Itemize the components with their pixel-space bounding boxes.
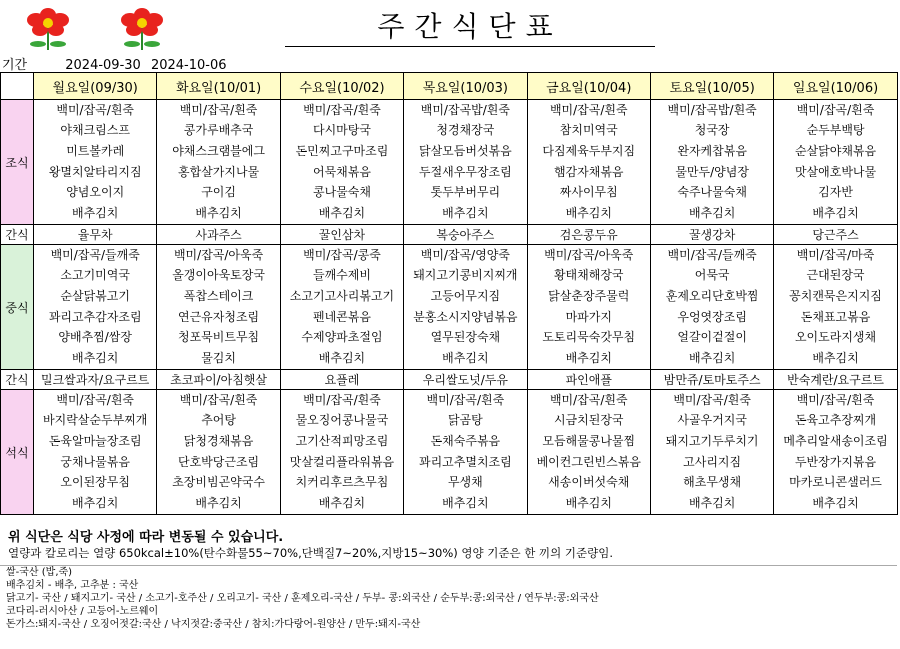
row-label: 중식: [1, 245, 34, 370]
menu-item: 배추김치: [72, 351, 119, 366]
breakfast-cell: [34, 100, 157, 225]
menu-item: 오이된장무침: [60, 475, 130, 490]
menu-item: 배추김치: [442, 206, 489, 221]
menu-item: 왕멸치알타리지짐: [48, 164, 142, 179]
menu-item: 닭살춘장주물럭: [548, 289, 630, 304]
snack2-cell: 반숙계란/요구르트: [774, 370, 897, 390]
menu-item: 고등어무지짐: [430, 289, 501, 304]
menu-item: 백미/잡곡/흰죽: [303, 102, 381, 117]
lunch-cell: [650, 245, 773, 370]
snack2-cell: 파인애플: [527, 370, 650, 390]
period-label: 기간: [2, 58, 28, 73]
menu-item: 두절새우무장조림: [418, 164, 512, 179]
dinner-cell: [34, 390, 157, 515]
snack1-cell: 꿀생강차: [650, 225, 773, 245]
menu-item: 오이도라지생채: [794, 330, 877, 345]
menu-item: 맛살애호박나물: [794, 164, 877, 179]
day-header-row: [1, 73, 898, 100]
menu-item: 미트볼카레: [66, 144, 125, 159]
menu-item: 김자반: [818, 185, 853, 200]
dinner-cell: [774, 390, 897, 515]
menu-item: 배추김치: [442, 351, 489, 366]
menu-item: 물오징어콩나물국: [295, 413, 389, 428]
period-start: 2024-09-30: [65, 58, 141, 73]
menu-item: 닭곰탕: [447, 413, 483, 428]
menu-item: 백미/잡곡/마죽: [796, 247, 875, 262]
menu-item: 백미/잡곡/들깨죽: [50, 247, 140, 262]
menu-item: 참치미역국: [559, 123, 618, 138]
menu-item: 백미/잡곡밥/흰죽: [420, 102, 510, 117]
menu-item: 수제양파초절임: [301, 330, 383, 345]
menu-item: 배추김치: [318, 496, 366, 511]
origin-line: 배추김치 - 배추, 고추분 : 국산: [6, 580, 139, 591]
menu-item: 배추김치: [72, 206, 119, 221]
nutrition-text: 열량과 칼로리는 열량 650kcal±10%(탄수화물55~70%,단백질7~20%,지방15~30%) 영양 기준은 한 끼의 기준량임.: [8, 546, 613, 560]
menu-item: 배추김치: [318, 351, 366, 366]
menu-item: 배추김치: [688, 206, 736, 221]
menu-item: 어묵채볶음: [312, 164, 371, 179]
menu-item: 콩나물숙채: [312, 185, 371, 200]
row-label: 간식: [1, 225, 34, 245]
menu-item: 돼지고기두루치기: [665, 434, 759, 449]
menu-table: [0, 72, 898, 515]
menu-item: 백미/잡곡/흰죽: [549, 102, 628, 117]
snack1-cell: 검은콩두유: [527, 225, 650, 245]
menu-item: 연근유자청조림: [178, 309, 260, 324]
day-header: 수요일(10/02): [280, 73, 403, 100]
menu-item: 돼지고기콩비지찌개: [413, 268, 518, 283]
menu-item: 배추김치: [72, 496, 119, 511]
lunch-cell: [280, 245, 403, 370]
menu-item: 배추김치: [812, 351, 859, 366]
dinner-cell: [280, 390, 403, 515]
menu-item: 새송이버섯숙채: [548, 475, 630, 490]
menu-item: 치커리후르츠무침: [295, 475, 389, 490]
menu-item: 야채스크램블에그: [172, 144, 265, 159]
origin-line: 코다리-러시아산 / 고등어-노르웨이: [6, 606, 159, 617]
menu-item: 다짐제육두부지짐: [542, 144, 636, 159]
menu-item: 배추김치: [565, 496, 612, 511]
menu-item: 소고기미역국: [60, 268, 130, 283]
menu-item: 닭청경채볶음: [183, 434, 254, 449]
flower-icon: [18, 6, 78, 52]
menu-item: 톳두부버무리: [430, 185, 501, 200]
menu-item: 돈채표고볶음: [800, 309, 871, 324]
breakfast-cell: [280, 100, 403, 225]
menu-item: 궁채나물볶음: [60, 454, 130, 469]
snack1-row: [1, 225, 898, 245]
menu-item: 폭찹스테이크: [183, 289, 254, 304]
menu-item: 햄감자채볶음: [553, 164, 624, 179]
menu-item: 청국장: [694, 123, 730, 138]
menu-item: 다시마탕국: [312, 123, 371, 138]
menu-item: 물김치: [201, 351, 236, 366]
menu-item: 배추김치: [565, 206, 612, 221]
snack2-cell: 초코파이/아침햇살: [157, 370, 280, 390]
lunch-cell: [774, 245, 897, 370]
menu-item: 배추김치: [812, 206, 859, 221]
menu-item: 백미/잡곡/들깨죽: [667, 247, 757, 262]
menu-item: 순살닭볶고기: [60, 289, 130, 304]
page-title: 주간식단표: [285, 8, 655, 47]
day-header: 토요일(10/05): [650, 73, 773, 100]
day-header: 일요일(10/06): [774, 73, 897, 100]
snack1-cell: 당근주스: [774, 225, 897, 245]
menu-item: 야채크림스프: [60, 123, 130, 138]
menu-item: 콩가루배추국: [183, 123, 254, 138]
snack2-cell: 밀크쌀과자/요구르트: [34, 370, 157, 390]
menu-item: 올갱이아욱토장국: [172, 268, 265, 283]
menu-item: 돈채숙주볶음: [430, 434, 501, 449]
menu-item: 맛살컬리플라워볶음: [289, 454, 395, 469]
day-header: 화요일(10/01): [157, 73, 280, 100]
snack2-row: [1, 370, 898, 390]
menu-item: 배추김치: [442, 496, 489, 511]
corner-cell: [1, 73, 34, 100]
menu-item: 어묵국: [694, 268, 730, 283]
menu-item: 두반장가지볶음: [794, 454, 877, 469]
notes: [8, 530, 893, 561]
snack1-cell: 꿀인삼차: [280, 225, 403, 245]
menu-item: 순살닭야채볶음: [794, 144, 877, 159]
menu-item: 돈육알마늘장조림: [48, 434, 142, 449]
breakfast-cell: [650, 100, 773, 225]
menu-item: 초장비빔곤약국수: [172, 475, 265, 490]
menu-item: 고기산적피망조림: [295, 434, 389, 449]
menu-item: 백미/잡곡밥/흰죽: [667, 102, 757, 117]
breakfast-row: [1, 100, 898, 225]
menu-item: 꽁치캔묵은지지짐: [789, 289, 882, 304]
menu-item: 배추김치: [195, 496, 242, 511]
menu-item: 모듬해물콩나물찜: [542, 434, 636, 449]
breakfast-cell: [527, 100, 650, 225]
menu-item: 고사리지짐: [683, 454, 742, 469]
dinner-cell: [650, 390, 773, 515]
menu-item: 완자케찹볶음: [677, 144, 747, 159]
row-label: 조식: [1, 100, 34, 225]
menu-item: 백미/잡곡/흰죽: [549, 392, 628, 407]
menu-item: 훈제오리단호박찜: [665, 289, 759, 304]
dinner-cell: [527, 390, 650, 515]
menu-item: 배추김치: [688, 496, 736, 511]
menu-item: 소고기고사리볶고기: [289, 289, 395, 304]
origin-line: 닭고기- 국산 / 돼지고기- 국산 / 소고기-호주산 / 오리고기- 국산 / 훈제오리-국산 / 두부- 콩:외국산 / 순두부:콩:외국산 / 연두부:콩:외국산: [6, 593, 599, 604]
menu-item: 들깨수제비: [312, 268, 371, 283]
header: [0, 0, 900, 72]
menu-item: 해초무생채: [683, 475, 742, 490]
menu-item: 닭살모듬버섯볶음: [418, 144, 512, 159]
breakfast-cell: [774, 100, 897, 225]
menu-item: 백미/잡곡/흰죽: [673, 392, 751, 407]
menu-item: 백미/잡곡/아욱죽: [173, 247, 264, 262]
menu-item: 시금치된장국: [553, 413, 624, 428]
menu-item: 마카로니콘샐러드: [789, 475, 882, 490]
snack1-cell: 사과주스: [157, 225, 280, 245]
menu-item: 단호박당근조림: [178, 454, 260, 469]
menu-item: 물만두/양념장: [675, 164, 749, 179]
dinner-row: [1, 390, 898, 515]
lunch-cell: [157, 245, 280, 370]
menu-item: 백미/잡곡/흰죽: [796, 392, 875, 407]
menu-item: 백미/잡곡/흰죽: [56, 392, 135, 407]
dinner-cell: [404, 390, 527, 515]
breakfast-cell: [157, 100, 280, 225]
menu-item: 배추김치: [565, 351, 612, 366]
menu-item: 배추김치: [195, 206, 242, 221]
origin-info: [0, 565, 897, 649]
menu-item: 양배추찜/쌈장: [58, 330, 132, 345]
menu-item: 황태채해장국: [553, 268, 624, 283]
day-header: 목요일(10/03): [404, 73, 527, 100]
breakfast-cell: [404, 100, 527, 225]
menu-item: 메추리알새송이조림: [783, 434, 888, 449]
menu-item: 청경채장국: [436, 123, 495, 138]
lunch-cell: [404, 245, 527, 370]
menu-item: 백미/잡곡/흰죽: [796, 102, 875, 117]
menu-item: 백미/잡곡/흰죽: [179, 392, 258, 407]
menu-item: 양념오이지: [66, 185, 125, 200]
lunch-cell: [34, 245, 157, 370]
menu-item: 베이컨그린빈스볶음: [536, 454, 641, 469]
menu-item: 배추김치: [812, 496, 859, 511]
menu-item: 백미/잡곡/아욱죽: [544, 247, 634, 262]
day-header: 금요일(10/04): [527, 73, 650, 100]
snack1-cell: 복숭아주스: [404, 225, 527, 245]
menu-item: 펜네콘볶음: [312, 309, 371, 324]
menu-item: 순두부백탕: [806, 123, 865, 138]
menu-item: 꽈리고추감자조림: [48, 309, 142, 324]
menu-item: 백미/잡곡/흰죽: [426, 392, 505, 407]
menu-item: 추어탕: [201, 413, 236, 428]
menu-item: 숙주나물숙채: [677, 185, 747, 200]
day-header: 월요일(09/30): [34, 73, 157, 100]
lunch-row: [1, 245, 898, 370]
menu-item: 열무된장숙채: [430, 330, 501, 345]
menu-item: 무생채: [447, 475, 483, 490]
period-end: 2024-10-06: [150, 58, 227, 73]
row-label: 석식: [1, 390, 34, 515]
menu-item: 홍합살가지나물: [178, 164, 260, 179]
menu-item: 사골우거지국: [677, 413, 747, 428]
menu-item: 청포묵비트무침: [178, 330, 260, 345]
menu-item: 마파가지: [565, 309, 612, 324]
dinner-cell: [157, 390, 280, 515]
flower-icon: [112, 6, 172, 52]
menu-item: 백미/잡곡/흰죽: [303, 392, 381, 407]
lunch-cell: [527, 245, 650, 370]
menu-item: 우엉엿장조림: [677, 309, 747, 324]
period: [2, 54, 233, 73]
menu-item: 배추김치: [688, 351, 736, 366]
menu-item: 분홍소시지양념볶음: [413, 309, 518, 324]
menu-item: 백미/잡곡/흰죽: [56, 102, 135, 117]
snack2-cell: 우리쌀도넛/두유: [404, 370, 527, 390]
snack2-cell: 요플레: [280, 370, 403, 390]
menu-item: 바지락살순두부찌개: [43, 413, 148, 428]
menu-item: 짜사이무침: [559, 185, 618, 200]
menu-item: 근대된장국: [806, 268, 865, 283]
menu-item: 백미/잡곡/영양죽: [420, 247, 510, 262]
menu-item: 백미/잡곡/콩죽: [303, 247, 381, 262]
row-label: 간식: [1, 370, 34, 390]
menu-item: 돈육고추장찌개: [794, 413, 877, 428]
snack1-cell: 율무차: [34, 225, 157, 245]
menu-item: 꽈리고추멸치조림: [418, 454, 512, 469]
menu-item: 배추김치: [318, 206, 366, 221]
menu-item: 도토리묵숙갓무침: [542, 330, 636, 345]
notice-text: 위 식단은 식당 사정에 따라 변동될 수 있습니다.: [8, 530, 284, 545]
snack2-cell: 밤만쥬/토마토주스: [650, 370, 773, 390]
origin-line: 쌀-국산 (밥,죽): [6, 567, 73, 578]
menu-item: 구이김: [201, 185, 236, 200]
menu-item: 돈민찌고구마조림: [295, 144, 389, 159]
menu-item: 백미/잡곡/흰죽: [179, 102, 258, 117]
menu-item: 얼갈이겉절이: [677, 330, 747, 345]
origin-line: 돈가스:돼지-국산 / 오징어젓갈:국산 / 낙지젓갈:중국산 / 참치:가다랑어-원양산 / 만두:돼지-국산: [6, 619, 421, 630]
